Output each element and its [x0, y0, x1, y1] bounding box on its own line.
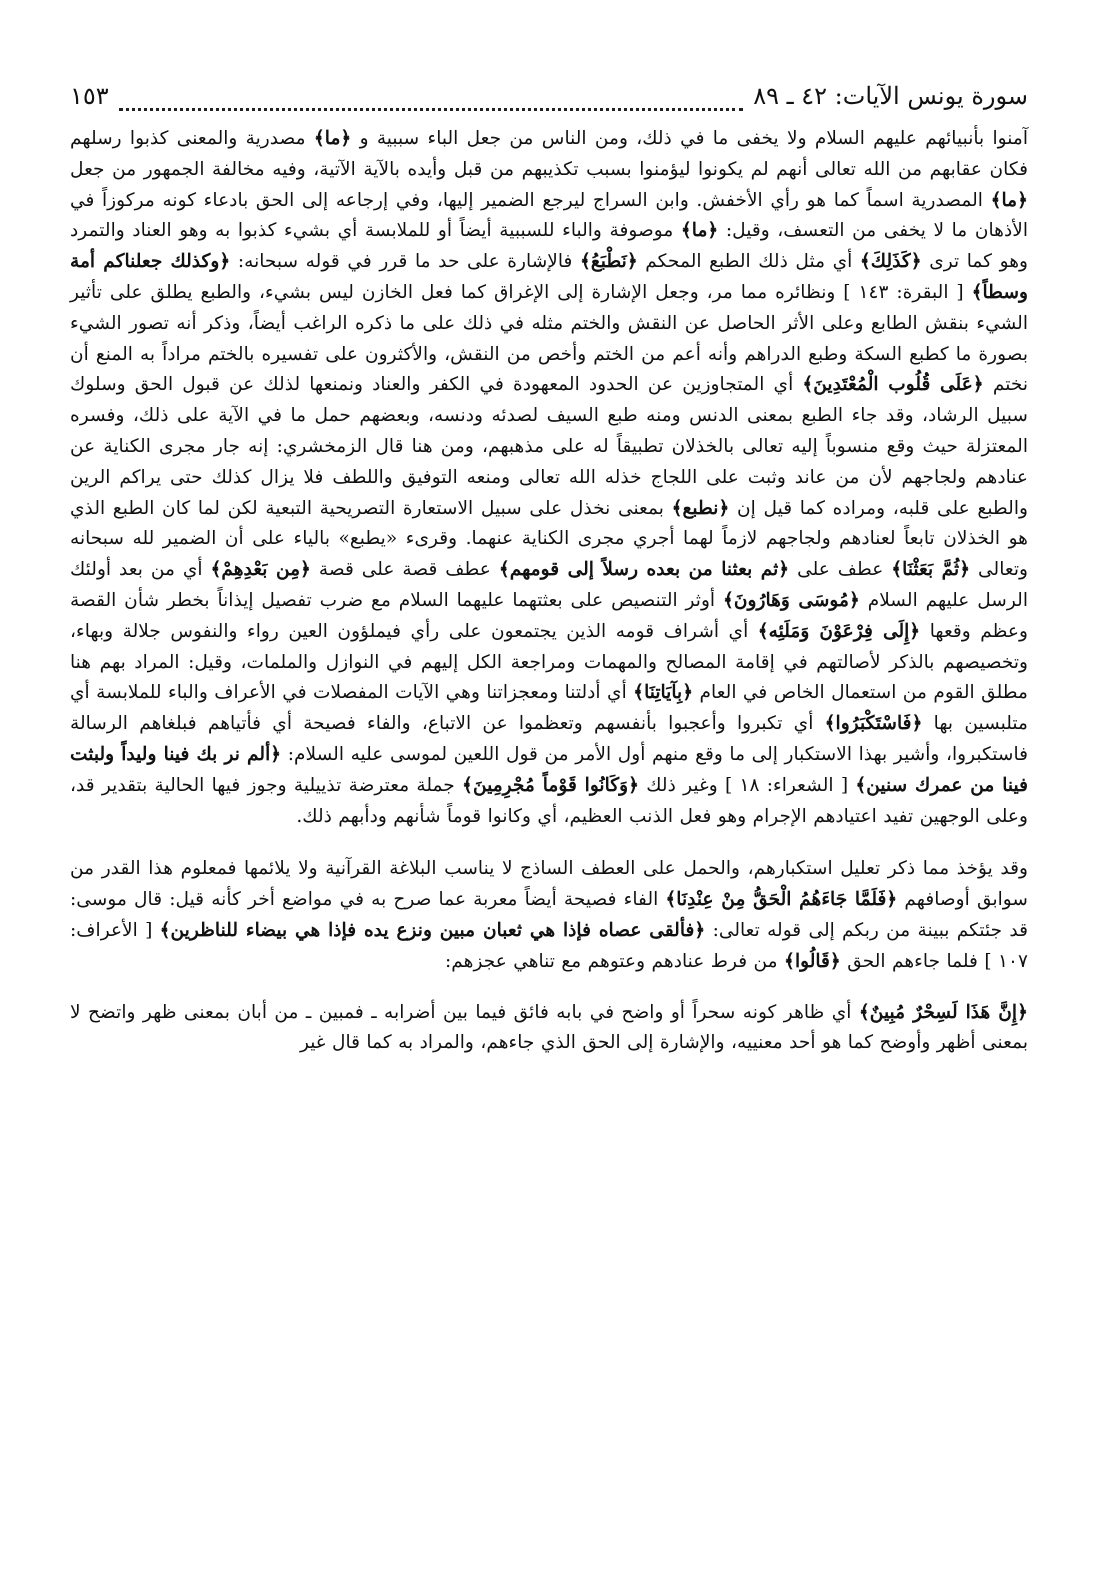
- quran-quote: ﴿إِنَّ هَذَا لَسِحْرٌ مُبِينٌ﴾: [858, 1001, 1028, 1023]
- text-run: [ الشعراء: ١٨ ] وغير ذلك: [639, 774, 856, 796]
- quran-quote: ﴿ما﴾: [313, 128, 352, 149]
- quran-quote: ﴿ما﴾: [990, 189, 1028, 211]
- header-leader-dots: [119, 94, 744, 111]
- paragraph: [70, 998, 1028, 1060]
- quran-quote: ﴿مِن بَعْدِهِمْ﴾: [210, 559, 311, 581]
- text-run: مصدرية والمعنى كذبوا رسلهم فكان عقابهم من الله تعالى أنهم لم يكونوا ليؤمنوا بسبب تكذيبهم من قبل وأيده بالآية الآتية، وفيه مخالفة الجمهور من جعل: [70, 128, 1028, 180]
- text-run: عطف على: [789, 559, 892, 581]
- quran-quote: ﴿مُوسَى وَهَارُونَ﴾: [722, 589, 860, 611]
- quran-quote: ﴿عَلَى قُلُوب الْمُعْتَدِينَ﴾: [802, 374, 984, 396]
- quran-quote: ﴿ما﴾: [680, 220, 719, 242]
- text-run: أي مثل ذلك الطبع المحكم: [637, 251, 860, 273]
- quran-quote: ﴿وكذلك جعلناكم أمة وسطاً﴾: [70, 251, 1028, 303]
- text-run: أي ظاهر كونه سحراً أو واضح في بابه فائق فيما بين أضرابه ـ فمبين ـ من أبان بمعنى ظهر واتضح لا بمعنى أظهر وأوضح كما هو أحد معنييه، والإشارة إلى الحق الذي جاءهم، والمراد به كما قال غير: [70, 1001, 1028, 1054]
- paragraph: [70, 854, 1028, 977]
- text-run: أوثر التنصيص على بعثتهما عليهما السلام مع ضرب تفصيل إيذاناً بخطر شأن القصة وعظم وقعها: [70, 589, 1028, 642]
- paragraph: [70, 124, 1028, 832]
- text-run: الفاء فصيحة أيضاً معربة عما صرح به في مواضع أخر كأنه قيل: قال موسى: قد جئتكم ببينة من ربكم إلى قوله تعالى:: [70, 889, 1029, 941]
- text-run: آمنوا بأنبيائهم عليهم السلام ولا يخفى ما في ذلك، ومن الناس من جعل الباء سببية و: [351, 128, 1028, 149]
- quran-quote: ﴿نَطْبَعُ﴾: [580, 251, 638, 273]
- text-run: وقد يؤخذ مما ذكر تعليل استكبارهم، والحمل على العطف الساذج لا يناسب البلاغة القرآنية ولا يلائمها فمعلوم هذا القدر من سوابق أوصافهم: [70, 858, 1028, 911]
- running-header: [70, 82, 1028, 122]
- text-run: بمعنى نخذل على سبيل الاستعارة التصريحية التبعية لكن لما كان الطبع الذي هو الخذلان تابعاً لعنادهم ولجاجهم لازماً لهما أجري مجرى الكناية عنهما. وقرىء «يطبع» بالياء على أن الضمير لله سبحانه وتعالى: [70, 497, 1028, 581]
- quran-quote: ﴿بِآيَاتِنَا﴾: [633, 682, 694, 704]
- text-run: أي أشراف قومه الذين يجتمعون على رأي فيملؤون العين رواء والنفوس جلالة وبهاء، وتخصيصهم بالذكر لأصالتهم في إقامة المصالح والمهمات ومراجعة الكل إليهم في النوازل والملمات، وقيل: المراد بهم هنا مطلق القوم من استعمال الخاص في العام: [70, 620, 1028, 704]
- text-run: من فرط عنادهم وعتوهم مع تناهي عجزهم:: [445, 950, 785, 972]
- quran-quote: ﴿قَالُوا﴾: [784, 950, 841, 972]
- quran-quote: ﴿إِلَى فِرْعَوْنَ وَمَلَئِه﴾: [757, 620, 921, 642]
- text-run: المصدرية اسماً كما هو رأي الأخفش. وابن السراج ليرجع الضمير إليها، وفي إرجاعه إلى الحق بادعاء كونه مركوزاً في الأذهان ما لا يخفى من التعسف، وقيل:: [70, 189, 1029, 242]
- text-run: [ البقرة: ١٤٣ ] ونظائره مما مر، وجعل الإشارة إلى الإغراق كما فعل الخازن ليس بشيء، والطبع يطلق على تأثير الشيء بنقش الطابع وعلى الأثر الحاصل عن النقش والختم مثله في ذلك على ما ذكره الراغب أيضاً، وذكر أنه تصور الشيء بصورة ما كطبع السكة وطبع الدراهم وأنه أعم من الختم وأخص من النقش، والأكثرون على تفسيره بالختم مراداً به المنع أن نختم: [70, 281, 1029, 396]
- quran-quote: ﴿وَكَانُوا قَوْماً مُجْرِمِينَ﴾: [462, 774, 639, 796]
- quran-quote: ﴿نطبع﴾: [671, 497, 730, 519]
- quran-quote: ﴿فألقى عصاه فإذا هي ثعبان مبين ونزع يده فإذا هي بيضاء للناظرين﴾: [159, 919, 706, 941]
- page-number: ١٥٣: [70, 82, 109, 110]
- quran-quote: ﴿فَاسْتَكْبَرُوا﴾: [824, 713, 923, 735]
- text-run: أي المتجاوزين عن الحدود المعهودة في الكفر والعناد ونمنعها لذلك عن قبول الحق وسلوك سبيل الرشاد، وقد جاء الطبع بمعنى الدنس ومنه طبع السيف لصدئه ودنسه، وبعضهم حمل ما في الآية على ذلك، وفسره المعتزلة حيث وقع منسوباً إليه تعالى بالخذلان تطبيقاً له على مذهبهم، ومن هنا قال الزمخشري: إنه جار مجرى الكناية عن عنادهم ولجاجهم لأن من عاند وثبت على اللجاج خذله الله تعالى ومنعه التوفيق واللطف فلا يزال كذلك حتى يراكم الرين والطبع على قلبه، ومراده كما قيل إن: [70, 374, 1028, 519]
- text-run: أي أدلتنا ومعجزاتنا وهي الآيات المفصلات في الأعراف والباء للملابسة أي متلبسين بها: [70, 682, 1029, 735]
- quran-quote: ﴿فَلَمَّا جَاءَهُمُ الْحَقُّ مِنْ عِنْدِنَا﴾: [665, 889, 898, 911]
- text-run: جملة معترضة تذييلية وجوز فيها الحالية بتقدير قد، وعلى الوجهين تفيد اعتيادهم الإجرام وهو فعل الذنب العظيم، أي وكانوا قوماً شأنهم ودأبهم ذلك.: [70, 774, 1028, 827]
- text-run: فالإشارة على حد ما قرر في قوله سبحانه:: [230, 251, 580, 273]
- quran-quote: ﴿ألم نر بك فينا وليداً ولبثت فينا من عمرك سنين﴾: [70, 743, 1028, 796]
- text-run: أي تكبروا وأعجبوا بأنفسهم وتعظموا عن الاتباع، والفاء فصيحة أي فأتياهم فبلغاهم الرسالة فاستكبروا، وأشير بهذا الاستكبار إلى ما وقع منهم أول الأمر من قول اللعين لموسى عليه السلام:: [70, 713, 1029, 765]
- book-page: [70, 82, 1028, 1059]
- text-run: عطف قصة على قصة: [310, 559, 499, 581]
- text-run: أي من بعد أولئك الرسل عليهم السلام: [70, 559, 1028, 611]
- text-run: موصوفة والباء للسببية أيضاً أو للملابسة أي بشيء كذبوا به وهو العناد والتمرد وهو كما ترى: [70, 220, 1028, 273]
- header-title: سورة يونس الآيات: ٤٢ ـ ٨٩: [753, 82, 1028, 110]
- text-run: [ الأعراف: ١٠٧ ] فلما جاءهم الحق: [70, 919, 1028, 972]
- quran-quote: ﴿ثم بعثنا من بعده رسلاً إلى قومهم﴾: [498, 559, 790, 581]
- quran-quote: ﴿ثُمَّ بَعَثْنَا﴾: [891, 559, 971, 581]
- quran-quote: ﴿كَذَلِكَ﴾: [859, 251, 922, 273]
